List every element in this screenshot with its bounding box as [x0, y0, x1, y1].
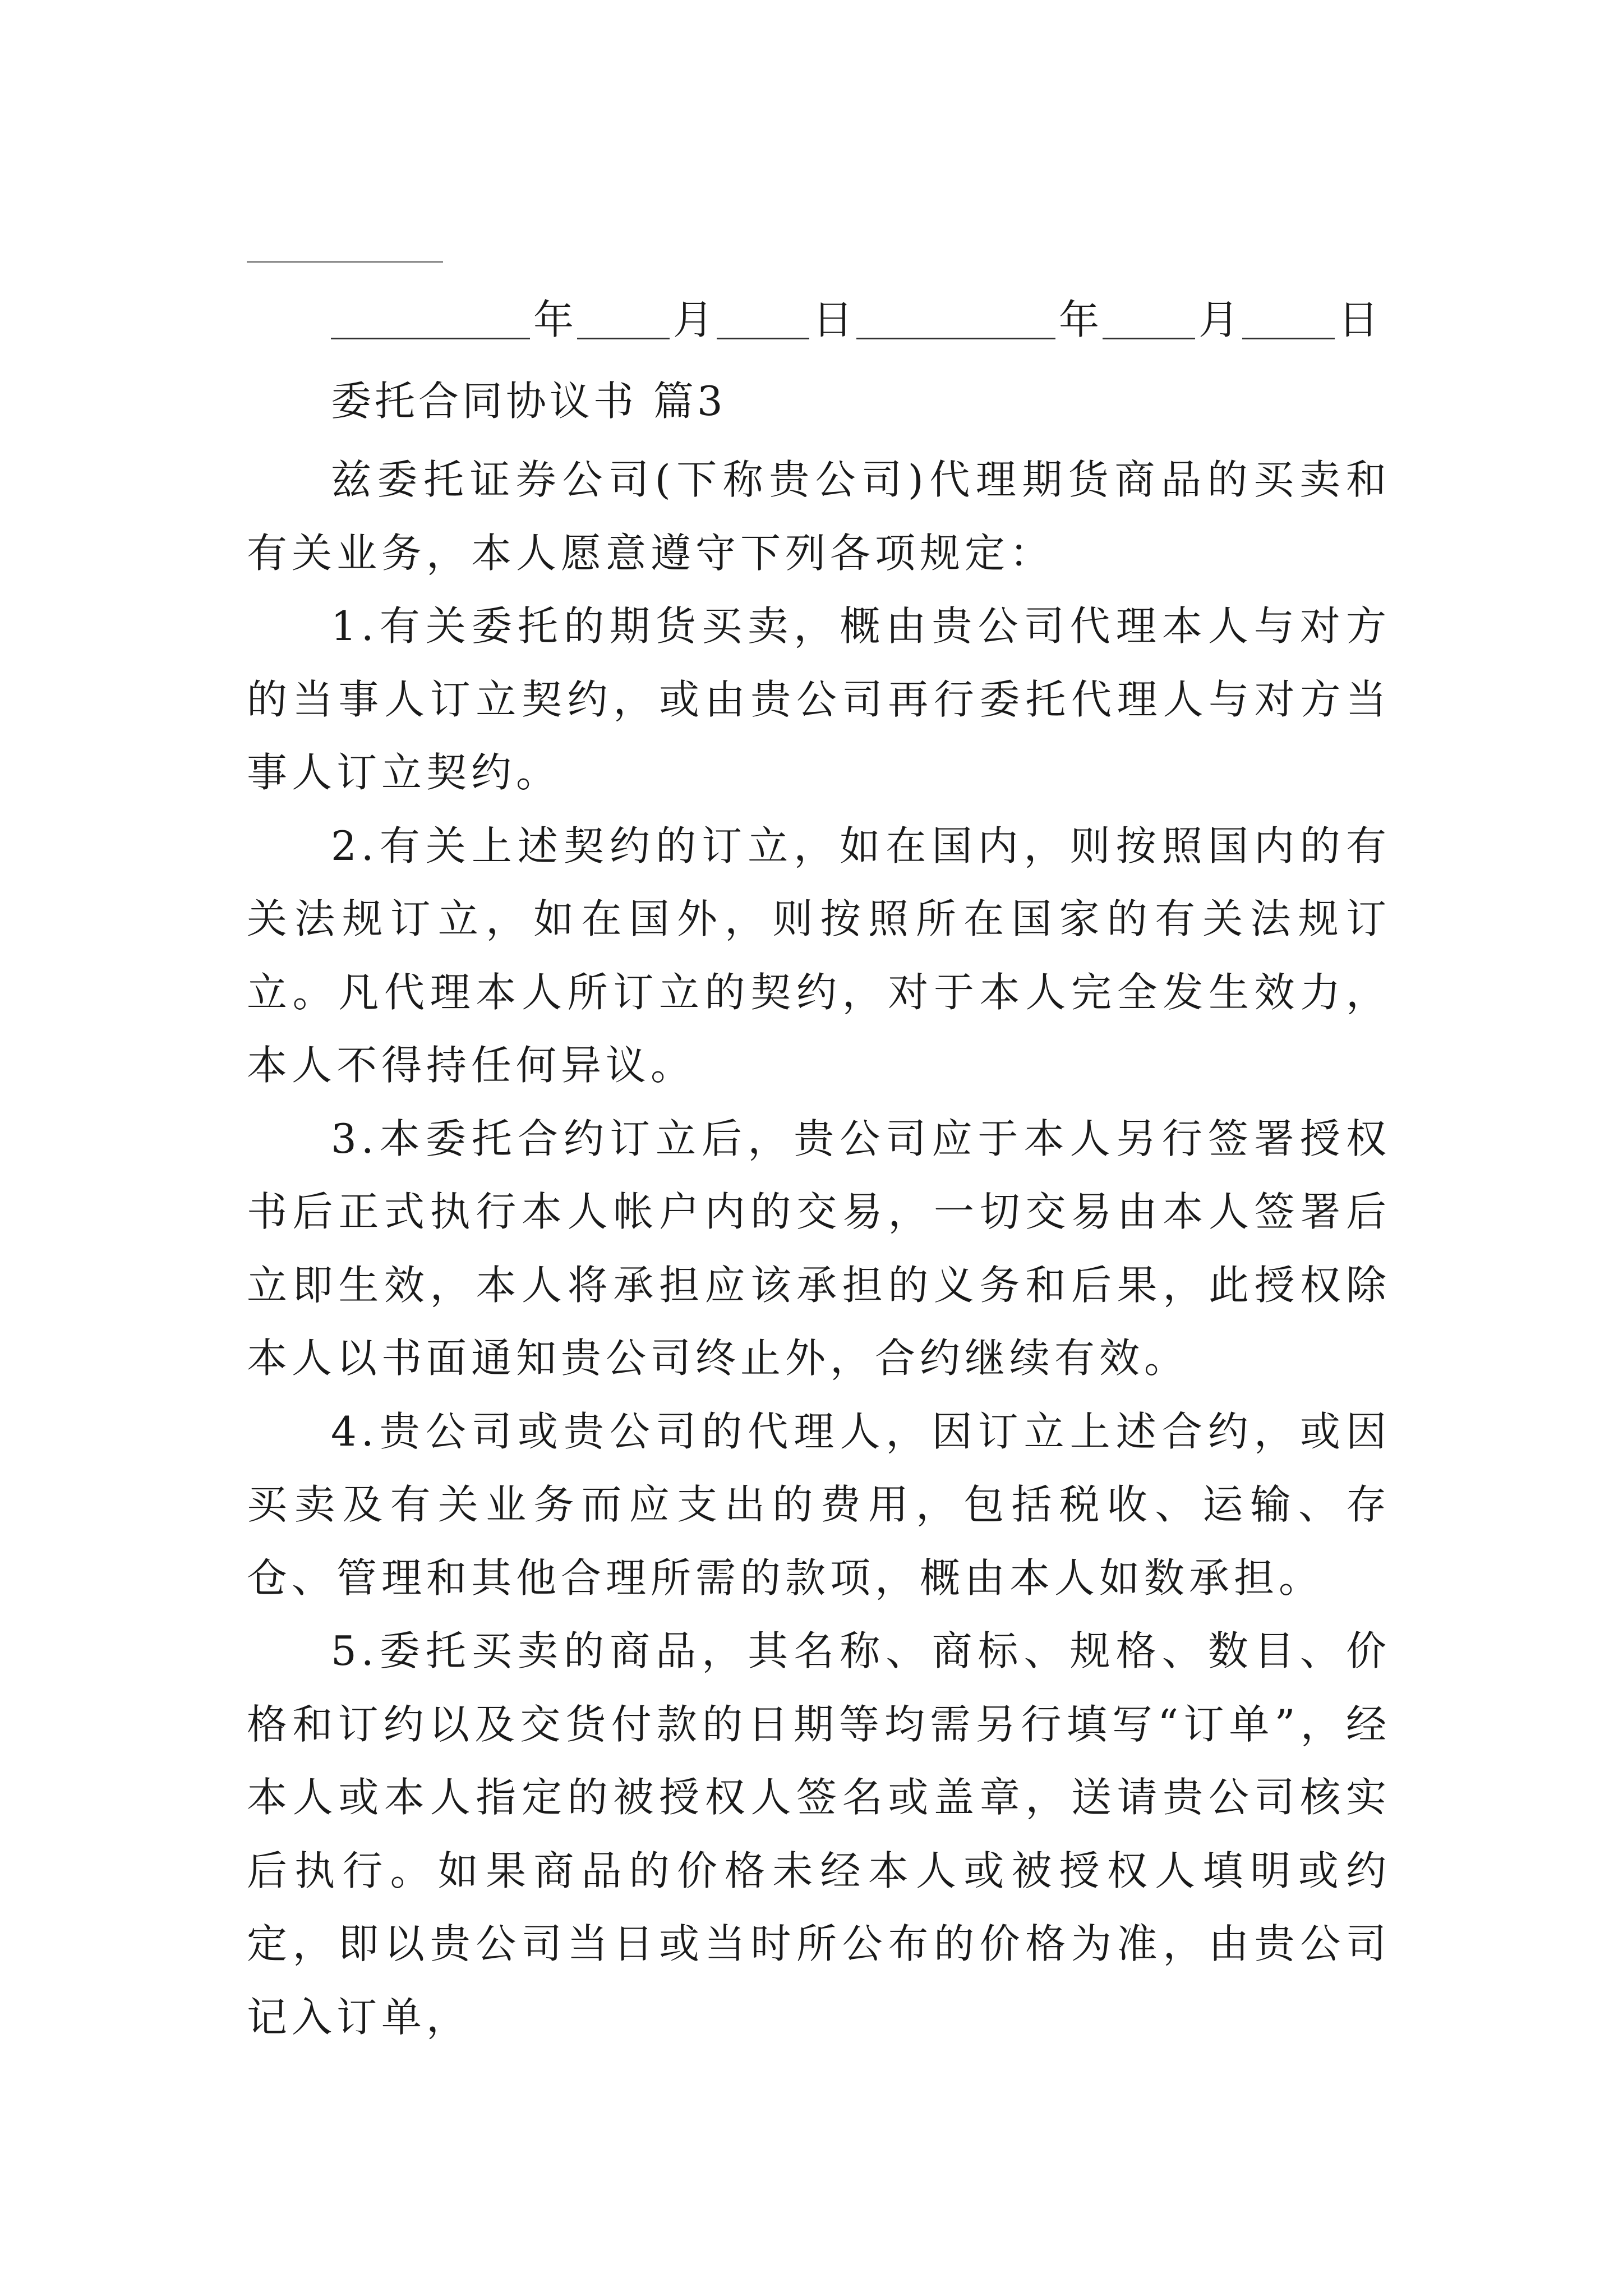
paragraph-clause-1: 1.有关委托的期货买卖，概由贵公司代理本人与对方的当事人订立契约，或由贵公司再行委托代理人与对方当事人订立契约。 [247, 602, 1391, 796]
month-blank-2 [1103, 298, 1195, 339]
year-blank-2 [856, 298, 1055, 339]
paragraph-intro: 兹委托证券公司(下称贵公司)代理期货商品的买卖和有关业务，本人愿意遵守下列各项规定： [247, 456, 1391, 577]
month-label-2: 月 [1198, 296, 1239, 343]
day-blank-2 [1242, 298, 1335, 339]
year-label-2: 年 [1059, 296, 1100, 343]
day-label-2: 日 [1338, 296, 1379, 343]
paragraph-clause-2: 2.有关上述契约的订立，如在国内，则按照国内的有关法规订立，如在国外，则按照所在国家的有关法规订立。凡代理本人所订立的契约，对于本人完全发生效力，本人不得持任何异议。 [247, 822, 1391, 1089]
paragraph-clause-3: 3.本委托合约订立后，贵公司应于本人另行签署授权书后正式执行本人帐户内的交易，一切交易由本人签署后立即生效，本人将承担应该承担的义务和后果，此授权除本人以书面通知贵公司终止外，合约继续有效。 [247, 1115, 1391, 1382]
month-blank-1 [577, 298, 670, 339]
year-blank-1 [331, 298, 530, 339]
day-blank-1 [717, 298, 809, 339]
section-title: 委托合同协议书 篇3 [331, 378, 726, 425]
paragraph-clause-5: 5.委托买卖的商品，其名称、商标、规格、数目、价格和订约以及交货付款的日期等均需另行填写“订单”，经本人或本人指定的被授权人签名或盖章，送请贵公司核实后执行。如果商品的价格未经本人或被授权人填明或约定，即以贵公司当日或当时所公布的价格为准，由贵公司记入订单， [247, 1627, 1391, 2041]
year-label-1: 年 [533, 296, 574, 343]
signature-date-row [331, 289, 1382, 351]
signature-line-divider [247, 261, 443, 263]
paragraph-clause-4: 4.贵公司或贵公司的代理人，因订立上述合约，或因买卖及有关业务而应支出的费用，包括税收、运输、存仓、管理和其他合理所需的款项，概由本人如数承担。 [247, 1407, 1391, 1602]
contract-body [247, 443, 1391, 2054]
month-label-1: 月 [673, 296, 714, 343]
day-label-1: 日 [813, 296, 854, 343]
